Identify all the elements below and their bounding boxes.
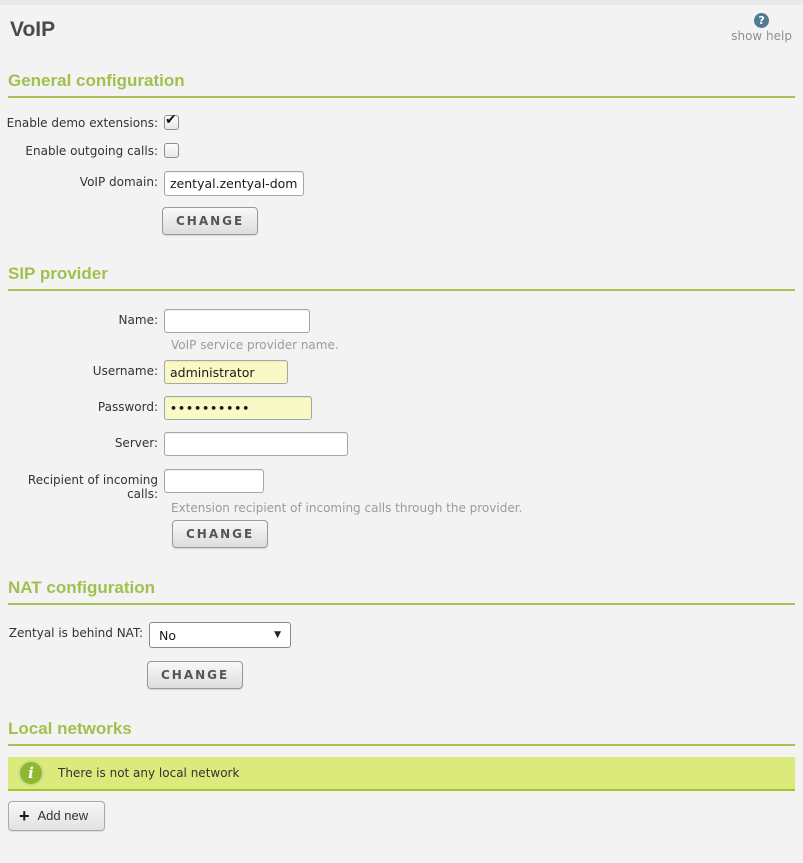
chevron-down-icon: ▼ xyxy=(274,630,281,640)
section-header-nat-configuration: NAT configuration xyxy=(8,578,795,605)
recipient-hint: Extension recipient of incoming calls through the provider. xyxy=(171,501,523,515)
field-row-voip-domain xyxy=(0,171,304,196)
add-new-label: Add new xyxy=(37,808,89,823)
behind-nat-select[interactable] xyxy=(149,622,291,648)
section-header-sip-provider: SIP provider xyxy=(8,264,795,291)
demo-extensions-checkbox[interactable] xyxy=(164,112,179,130)
empty-local-networks-banner xyxy=(8,757,795,791)
outgoing-calls-checkbox[interactable] xyxy=(164,143,179,158)
provider-name-label: Name: xyxy=(118,313,158,327)
recipient-label: Recipient of incoming calls: xyxy=(27,473,158,501)
show-help-control[interactable] xyxy=(731,9,792,43)
field-row-provider-name xyxy=(0,309,310,333)
password-label: Password: xyxy=(97,400,158,414)
section-header-local-networks: Local networks xyxy=(8,719,795,746)
voip-domain-label: VoIP domain: xyxy=(79,175,158,189)
show-help-label[interactable]: show help xyxy=(731,29,792,43)
section-header-general-configuration: General configuration xyxy=(8,71,795,98)
password-input[interactable] xyxy=(164,396,312,420)
change-button-general[interactable]: CHANGE xyxy=(162,207,258,235)
demo-extensions-label: Enable demo extensions: xyxy=(6,115,158,130)
plus-icon: + xyxy=(19,805,30,826)
provider-name-input[interactable] xyxy=(164,309,310,333)
change-button-nat[interactable]: CHANGE xyxy=(147,661,243,689)
field-row-password xyxy=(0,396,312,420)
username-label: Username: xyxy=(92,364,158,378)
help-question-icon[interactable]: ? xyxy=(754,13,769,28)
field-row-outgoing-calls xyxy=(0,143,179,158)
change-button-sip[interactable]: CHANGE xyxy=(172,520,268,548)
server-input[interactable] xyxy=(164,432,348,456)
info-icon: i xyxy=(18,760,44,786)
top-edge-strip xyxy=(0,0,803,5)
voip-domain-input[interactable] xyxy=(164,171,304,196)
field-row-recipient xyxy=(0,469,264,501)
field-row-username xyxy=(0,360,288,384)
server-label: Server: xyxy=(114,436,158,450)
behind-nat-label: Zentyal is behind NAT: xyxy=(8,626,143,640)
field-row-server xyxy=(0,432,348,456)
recipient-input[interactable] xyxy=(164,469,264,493)
field-row-behind-nat xyxy=(0,622,291,648)
checkmark-icon: ✔ xyxy=(165,112,177,128)
field-row-demo-extensions xyxy=(0,112,179,130)
behind-nat-selected-value: No xyxy=(159,627,176,643)
add-new-button[interactable] xyxy=(8,801,105,831)
empty-local-networks-message: There is not any local network xyxy=(58,766,240,780)
outgoing-calls-label: Enable outgoing calls: xyxy=(25,143,158,158)
provider-name-hint: VoIP service provider name. xyxy=(171,338,339,352)
page-title: VoIP xyxy=(10,18,56,41)
username-input[interactable] xyxy=(164,360,288,384)
